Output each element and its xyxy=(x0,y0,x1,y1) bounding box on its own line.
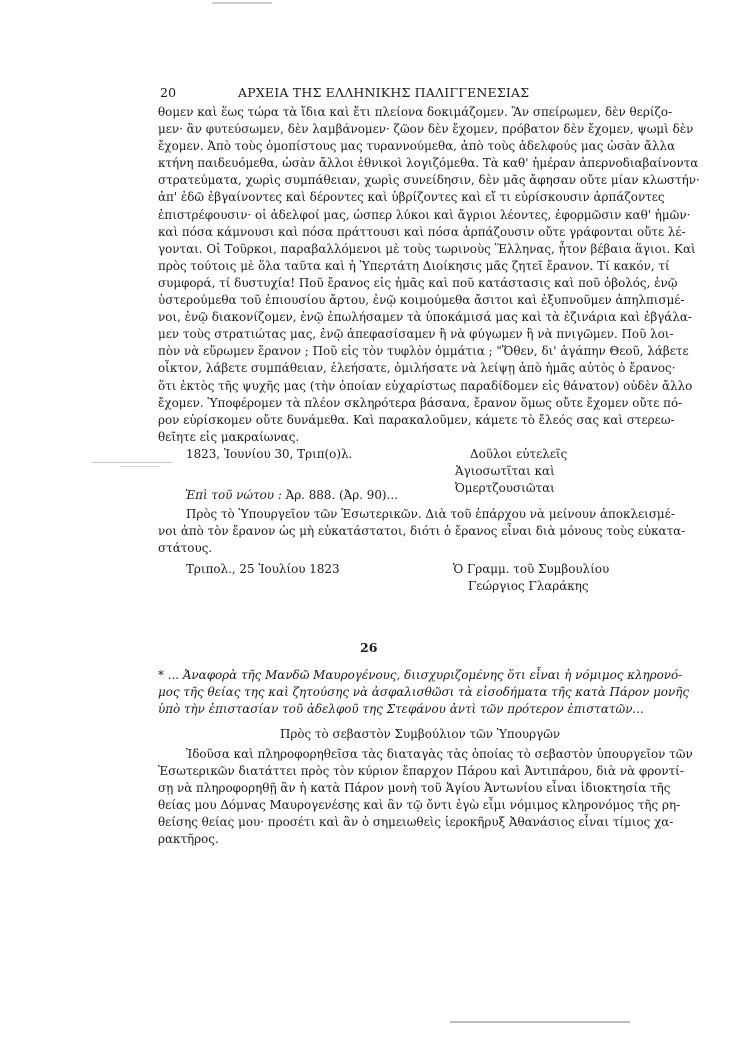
text-line: ρακτῆρος. xyxy=(158,832,219,847)
text-line: οἶκτον, λάβετε συμπάθειαν, ἐλεήσατε, ὁμιλήσατε νὰ λείψῃ ἀπὸ ἡμᾶς αὐτὸς ὁ ἔρανος· xyxy=(158,361,676,376)
document-summary xyxy=(158,667,689,718)
letter-date-place: 1823, Ἰουνίου 30, Τριπ(ο)λ. xyxy=(186,447,353,461)
scan-artifact xyxy=(120,466,160,467)
signature-line: Ὁ Γραμμ. τοῦ Συμβουλίου xyxy=(453,562,610,576)
signature-line: Γεώργιος Γλαράκης xyxy=(468,579,589,593)
text-line: νοι, ἐνῷ διακονίζομεν, ἐνῷ ἐπωλήσαμεν τὰ ὑποκάμισά μας καὶ τὰ ἐζινάρια καὶ ἐβγάλα- xyxy=(158,310,692,325)
signature-line: Ἁγιοσωτῖται καὶ xyxy=(455,464,555,478)
text-line: ρον εὑρίσκομεν οὔτε δυνάμεθα. Καὶ παρακαλοῦμεν, κάμετε τὸ ἔλεός σας καὶ στερεω- xyxy=(158,412,675,427)
address-heading: Πρὸς τὸ σεβαστὸν Συμβούλιον τῶν Ὑπουργῶν xyxy=(280,727,561,741)
text-line: μεν τοὺς στρατιώτας μας, ἐνῷ ἀπεφασίσαμεν ἢ νὰ φύγωμεν ἢ νὰ πνιγῶμεν. Ποῦ λοι- xyxy=(158,327,674,342)
text-line: γονται. Οἱ Τοῦρκοι, παραβαλλόμενοι μὲ τοὺς τωρινοὺς Ἕλληνας, ἦτον βέβαια ἅγιοι. Καὶ xyxy=(158,241,696,256)
text-line: ὑστερούμεθα τοῦ ἐπιουσίου ἄρτου, ἐνῷ κοιμούμεθα ἄσιτοι καὶ ἐξυπνοῦμεν ἀπηλπισμέ- xyxy=(158,293,685,308)
signature-line: Ὀμερτζουσιῶται xyxy=(455,481,555,495)
scan-artifact xyxy=(212,2,272,4)
text-line: Ἐσωτερικῶν διατάττει πρὸς τὸν κύριον ἔπαρχον Πάρου καὶ Ἀντιπάρου, διὰ νὰ φροντί- xyxy=(158,764,684,779)
text-line: πρὸς τούτοις μὲ ὅλα ταῦτα καὶ ἡ Ὑπερτάτη Διοίκησις μᾶς ζητεῖ ἔρανον. Τί κακόν, τί xyxy=(158,258,670,273)
text-line: μεν· ἂν φυτεύσωμεν, δὲν λαμβάνομεν· ζῶον δὲν ἔχομεν, πρόβατον δὲν ἔχομεν, ψωμὶ δὲν xyxy=(158,122,694,137)
text-line: μος τῆς θείας της καὶ ζητούσης νὰ ἀσφαλισθῶσι τὰ εἰσοδήματα τῆς κατὰ Πάρον μονῆς xyxy=(158,685,689,700)
dorsal-note xyxy=(185,488,398,502)
running-title: ΑΡΧΕΙΑ ΤΗΣ ΕΛΛΗΝΙΚΗΣ ΠΑΛΙΓΓΕΝΕΣΙΑΣ xyxy=(238,85,530,100)
petition-body xyxy=(158,746,693,849)
text-line: θείας μου Δόμνας Μαυρογενέσης καὶ ἂν τῷ ὄντι ἐγὼ εἶμι νόμιμος κληρονόμος τῆς ρη- xyxy=(158,798,681,813)
text-line: στάτους. xyxy=(158,541,213,556)
text-line: στρατεύματα, χωρὶς συμπάθειαν, χωρὶς συνείδησιν, δὲν μᾶς ἄφησαν οὔτε μίαν κλωστήν· xyxy=(158,173,700,188)
text-line: ἀπ' ἐδῶ ἐβγαίνοντες καὶ δέροντες καὶ ὑβρίζοντες καὶ εἴ τι εὑρίσκουσιν ἁρπάζοντες xyxy=(158,190,665,205)
text-line: νοι ἀπὸ τὸν ἔρανον ὡς μὴ εὐκατάστατοι, διότι ὁ ἔρανος εἶναι διὰ μόνους τοὺς εὐκατα- xyxy=(158,524,686,539)
scan-artifact xyxy=(92,462,172,463)
text-line: ὑπὸ τὴν ἐπιστασίαν τοῦ ἀδελφοῦ της Στεφάνου ἀντὶ τῶν πρότερον ἐπιστατῶν... xyxy=(158,702,644,717)
text-line: ὅτι ἐκτὸς τῆς ψυχῆς μας (τὴν ὁποίαν εὐχαρίστως παραδίδομεν εἰς θάνατον) οὐδὲν ἄλλο xyxy=(158,378,693,393)
text-line: κτήνη παιδευόμεθα, ὡσὰν ἄλλοι ἐθνικοὶ λογιζόμεθα. Τὰ καθ' ἡμέραν ἀπερνοδιαβαίνοντα xyxy=(158,156,699,171)
text-line: Πρὸς τὸ Ὑπουργεῖον τῶν Ἐσωτερικῶν. Διὰ τοῦ ἐπάρχου νὰ μείνουν ἀποκλεισμέ- xyxy=(186,507,675,521)
signature-line: Δοῦλοι εὐτελεῖς xyxy=(470,447,568,461)
text-line: ἐπιστρέφουσιν· οἱ ἀδελφοί μας, ὡσπερ λύκοι καὶ ἄγριοι λέοντες, ἐφορμῶσιν καθ' ἡμῶν· xyxy=(158,207,691,222)
endorsement-body xyxy=(158,506,686,557)
text-line: ἔχομεν. Ὑποφέρομεν τὰ πλέον σκληρότερα βάσανα, ἔρανον ὅμως οὔτε ἔχομεν οὔτε πό- xyxy=(158,395,683,410)
text-line: Ἰδοῦσα καὶ πληροφορηθεῖσα τὰς διαταγὰς τὰς ὁποίας τὸ σεβαστὸν ὑπουργεῖον τῶν xyxy=(186,747,693,761)
text-line: θεῖητε εἰς μακραίωνας. xyxy=(158,429,300,444)
scan-artifact xyxy=(450,1021,630,1023)
document-number: 26 xyxy=(360,640,378,655)
text-line: * ... Ἀναφορὰ τῆς Μανδῶ Μαυρογένους, διισχυριζομένης ὅτι εἶναι ἡ νόμιμος κληρονό- xyxy=(158,668,683,682)
text-line: συμφορά, τί δυστυχία! Ποῦ ἔρανος εἰς ἡμᾶς καὶ ποῦ κατάστασις καὶ ποῦ ὀβολός, ἐνῷ xyxy=(158,275,678,290)
text-line: ἔχομεν. Ἀπὸ τοὺς ὁμοπίστους μας τυραννούμεθα, ἀπὸ τοὺς ἀδελφούς μας ὡσὰν ἄλλα xyxy=(158,139,676,154)
text-line: καὶ πόσα κάμνουσι καὶ πόσα πράττουσι καὶ πόσα ἁρπάζουσιν οὔτε γράφονται οὔτε λέ- xyxy=(158,224,686,239)
text-line: θείσης θείας μου· προσέτι καὶ ἂν ὁ σημειωθεὶς ἱεροκῆρυξ Ἀθανάσιος εἶναι τίμιος χα- xyxy=(158,815,674,830)
note-label: Ἐπὶ τοῦ νώτου : xyxy=(185,488,282,502)
letter-body xyxy=(158,104,700,446)
note-reference: Ἀρ. 888. (Ἀρ. 90)... xyxy=(285,488,398,502)
text-line: σῃ νὰ πληροφορηθῇ ἂν ἡ κατὰ Πάρον μονὴ τοῦ Ἁγίου Ἀντωνίου εἶναι ἰδιοκτησία τῆς xyxy=(158,781,671,796)
text-line: πὸν νὰ εὕρωμεν ἔρανον ; Ποῦ εἰς τὸν τυφλὸν ὀμμάτια ; "Ὅθεν, δι' ἀγάπην Θεοῦ, λάβετε xyxy=(158,344,689,359)
page-number: 20 xyxy=(160,85,177,100)
text-line: θομεν καὶ ἕως τώρα τὰ ἴδια καὶ ἔτι πλείονα δοκιμάζομεν. Ἂν σπείρωμεν, δὲν θερίζο- xyxy=(158,105,673,119)
endorsement-date-place: Τριπολ., 25 Ἰουλίου 1823 xyxy=(186,562,340,576)
